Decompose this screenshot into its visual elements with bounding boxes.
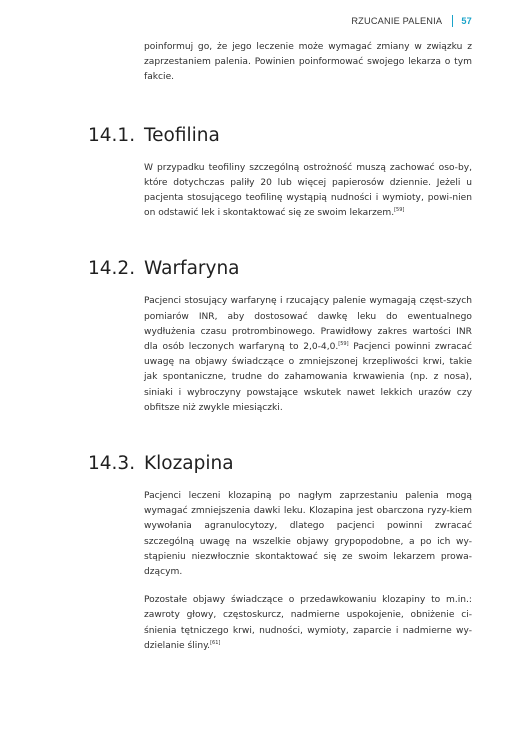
section-heading-klozapina [88,452,472,476]
running-header [351,15,472,27]
reference-marker: [59] [338,341,349,347]
section-number: 14.3. [88,453,136,475]
section-number: 14.2. [88,258,136,280]
paragraph-text: Pacjenci stosujący warfarynę i rzucający palenie wymagają częst-szych pomiarów INR, aby dostosować dawkę leku do ewentualnego wydłużenia czasu protrombinowego. Prawidłowy zakres wartości INR dla osób leczonych warfaryną to 2,0-4,0. [144,296,472,353]
section-number: 14.1. [88,124,136,146]
paragraph-warfaryna [144,294,472,416]
paragraph-text: Pozostałe objawy świadczące o przedawkowaniu klozapiny to m.in.: zawroty głowy, częstoskurcz, nadmierne uspokojenie, obniżenie ci-śnienia tętniczego krwi, nudności, wymioty, zaparcie i nadmierne wy-dzielanie śliny. [144,595,472,651]
page-number: 57 [461,16,472,26]
paragraph-klozapina-1 [144,489,472,580]
paragraph-teofilina [144,161,472,222]
reference-marker: [59] [394,207,405,214]
section-title: Klozapina [144,453,234,475]
intro-paragraph: poinformuj go, że jego leczenie może wymagać zmiany w związku z zaprzestaniem palenia. Powinien poinformować swojego lekarza o tym fakcie. [144,42,472,83]
section-heading-teofilina [88,124,472,148]
header-separator [452,15,453,27]
running-title: RZUCANIE PALENIA [351,16,443,26]
section-heading-warfaryna [88,257,472,281]
paragraph-klozapina-2 [144,593,472,654]
reference-marker: [61] [210,639,221,646]
section-title: Teofilina [144,124,220,146]
page-content [88,40,472,654]
paragraph-text: Pacjenci leczeni klozapiną po nagłym zaprzestaniu palenia mogą wymagać zmniejszenia dawki leku. Klozapina jest obarczona ryzy-kiem wywołania agranulocytozy, dlatego pacjenci powinni zwracać szczególną uwagę na wszelkie objawy grypopodobne, a po ich wy-stąpieniu niezwłocznie skontaktować się ze swoim lekarzem prowa-dzącym. [144,491,472,578]
paragraph-text: W przypadku teofiliny szczególną ostrożność muszą zachować oso-by, które dotychczas paliły 20 lub więcej papierosów dziennie. Jeżeli u pacjenta stosującego teofilinę wystąpią nudności i wymioty, powi-nien on odstawić lek i skontaktować się ze swoim lekarzem. [144,162,472,219]
section-title: Warfaryna [144,258,240,280]
paragraph-text-continued: Pacjenci powinni zwracać uwagę na objawy świadczące o zmniejszonej krzepliwości krwi, takie jak spontaniczne, trudne do zahamowania krwawienia (np. z nosa), siniaki i wybroczyny powstające wskutek nawet lekkich urazów czy obfitsze niż zwykle miesiączki. [144,342,472,413]
